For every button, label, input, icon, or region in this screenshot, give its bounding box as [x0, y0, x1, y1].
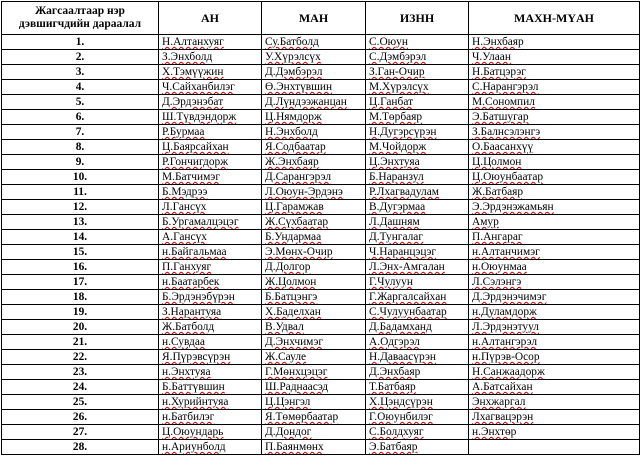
rank-number-cell: 22. — [2, 350, 159, 365]
candidate-name: Д.Эрдэнэбат — [162, 96, 224, 108]
table-body — [2, 35, 640, 455]
candidate-cell-an — [159, 440, 262, 455]
candidate-name: Ж.Сауле — [265, 351, 307, 363]
table-row — [2, 215, 640, 230]
candidate-cell-iznn — [366, 65, 469, 80]
candidate-name: С.Болдхуяг — [369, 426, 424, 438]
candidate-cell-an — [159, 410, 262, 425]
candidate-name: Д.Энхчимэг — [265, 336, 324, 348]
candidate-name: О.Баасанхүү — [472, 141, 534, 153]
candidate-name: н.Оюунмаа — [472, 261, 527, 273]
candidate-name: Л.Энх-Амгалан — [369, 261, 445, 273]
candidate-name: Я.Содбаатар — [265, 141, 326, 153]
candidate-cell-makhn-muan — [469, 425, 640, 440]
candidate-name: С.Оюун — [369, 36, 408, 48]
candidate-name: М.Сономпил — [472, 96, 535, 108]
candidate-name: Б.Баттүвшин — [162, 381, 225, 393]
rank-number-cell: 8. — [2, 140, 159, 155]
candidate-cell-makhn-muan — [469, 50, 640, 65]
candidate-cell-makhn-muan — [469, 350, 640, 365]
candidate-name: Б.Ундармаа — [265, 231, 322, 243]
candidate-name: Ж.Цолмон — [265, 276, 317, 288]
rank-number-cell: 15. — [2, 245, 159, 260]
candidate-cell-man — [262, 365, 366, 380]
rank-number-cell: 5. — [2, 95, 159, 110]
candidate-cell-iznn — [366, 305, 469, 320]
candidate-name: П.Ганхуяг — [162, 261, 212, 273]
candidate-cell-man — [262, 305, 366, 320]
candidate-cell-iznn — [366, 170, 469, 185]
candidate-name: П.Ангараг — [472, 231, 523, 243]
candidate-cell-an — [159, 425, 262, 440]
candidate-name: Ж.Батбаяр — [472, 186, 524, 198]
rank-number-cell: 18. — [2, 290, 159, 305]
candidate-cell-iznn — [366, 290, 469, 305]
candidate-cell-an — [159, 65, 262, 80]
candidate-cell-man — [262, 380, 366, 395]
candidate-cell-iznn — [366, 50, 469, 65]
candidate-cell-an — [159, 185, 262, 200]
candidate-cell-makhn-muan — [469, 440, 640, 455]
candidate-cell-makhn-muan — [469, 170, 640, 185]
candidate-name: Н.Энхболд — [265, 126, 318, 138]
candidate-name: Д.Бадамханд — [369, 321, 432, 333]
candidate-name: Ө.Энхтүвшин — [265, 81, 333, 93]
table-row — [2, 395, 640, 410]
candidate-name: Л.Оюун-Эрдэнэ — [265, 186, 343, 198]
table-row — [2, 230, 640, 245]
candidate-name: Су.Батболд — [265, 36, 319, 48]
table-row — [2, 320, 640, 335]
table-row — [2, 365, 640, 380]
rank-number-cell: 17. — [2, 275, 159, 290]
candidate-name: н.Ариунболд — [162, 441, 226, 453]
candidate-name: М.Чойдорж — [369, 141, 427, 153]
candidate-cell-makhn-muan — [469, 80, 640, 95]
candidate-cell-man — [262, 335, 366, 350]
table-row — [2, 140, 640, 155]
candidate-cell-iznn — [366, 185, 469, 200]
candidate-cell-man — [262, 410, 366, 425]
candidate-name: З.Ган-Очир — [369, 66, 425, 78]
candidate-name: Г.Оюунбилэг — [369, 411, 433, 423]
candidate-cell-makhn-muan — [469, 95, 640, 110]
candidate-cell-iznn — [366, 155, 469, 170]
candidate-name: Ц.Гарамжав — [265, 201, 324, 213]
candidate-cell-man — [262, 110, 366, 125]
candidate-name: Х.Тэмүүжин — [162, 66, 224, 78]
candidate-name: Г.Жаргалсайхан — [369, 291, 447, 303]
rank-number-cell: 23. — [2, 365, 159, 380]
table-row — [2, 170, 640, 185]
candidate-name: Я.Төмөрбаатар — [265, 411, 339, 423]
candidate-cell-makhn-muan — [469, 335, 640, 350]
candidate-cell-iznn — [366, 365, 469, 380]
candidate-cell-man — [262, 440, 366, 455]
candidate-name: Д.Энхбаяр — [369, 366, 421, 378]
candidate-cell-makhn-muan — [469, 290, 640, 305]
candidate-name: Н.Даваасүрэн — [369, 351, 436, 363]
candidate-cell-an — [159, 140, 262, 155]
rank-number-cell: 9. — [2, 155, 159, 170]
candidate-cell-man — [262, 290, 366, 305]
candidate-name: н.Энхтөр — [472, 426, 517, 438]
candidate-name: н.Энхтуяа — [162, 366, 211, 378]
candidate-name: Д.Тунгалаг — [369, 231, 424, 243]
candidate-name: Ж.Энхбаяр — [265, 156, 319, 168]
table-row — [2, 350, 640, 365]
rank-number-cell: 24. — [2, 380, 159, 395]
candidate-name: Х.Баделхан — [265, 306, 321, 318]
candidate-cell-an — [159, 365, 262, 380]
candidate-name: Ц.Нямдорж — [265, 111, 322, 123]
candidate-name: Я.Пүрэвсүрэн — [162, 351, 231, 363]
table-row — [2, 275, 640, 290]
candidate-name: Энхжаргал — [472, 396, 526, 408]
candidate-name: А.Батсайхан — [472, 381, 533, 393]
rank-number-cell: 10. — [2, 170, 159, 185]
rank-number-cell: 21. — [2, 335, 159, 350]
candidate-name: Ж.Батболд — [162, 321, 215, 333]
candidate-name: Д.Эрдэнэчимэг — [472, 291, 547, 303]
candidate-name: Р.Гончигдорж — [162, 156, 229, 168]
table-row — [2, 35, 640, 50]
candidate-name: Ц.Оюундарь — [162, 426, 224, 438]
table-row — [2, 80, 640, 95]
table-row — [2, 305, 640, 320]
candidate-name: н.Дуламдорж — [472, 306, 537, 318]
party-header-iznn: ИЗНН — [366, 2, 469, 35]
party-header-man: МАН — [262, 2, 366, 35]
candidate-cell-man — [262, 50, 366, 65]
candidate-cell-iznn — [366, 335, 469, 350]
candidate-cell-an — [159, 260, 262, 275]
candidate-cell-an — [159, 125, 262, 140]
candidate-cell-makhn-muan — [469, 410, 640, 425]
table-row — [2, 95, 640, 110]
candidate-name: Х.Цэндсүрэн — [369, 396, 433, 408]
candidate-cell-iznn — [366, 110, 469, 125]
rank-number-cell: 12. — [2, 200, 159, 215]
candidate-name: Ч.Сайханбилэг — [162, 81, 235, 93]
candidate-cell-man — [262, 125, 366, 140]
candidate-cell-an — [159, 335, 262, 350]
candidate-cell-an — [159, 215, 262, 230]
candidate-cell-makhn-muan — [469, 155, 640, 170]
table-row — [2, 200, 640, 215]
candidate-cell-an — [159, 50, 262, 65]
table-row — [2, 425, 640, 440]
candidate-name: Л.Сэлэнгэ — [472, 276, 522, 288]
rank-number-cell: 26. — [2, 410, 159, 425]
candidate-name: Б.Наранзул — [369, 171, 424, 183]
candidate-cell-man — [262, 215, 366, 230]
candidate-cell-iznn — [366, 230, 469, 245]
candidate-cell-an — [159, 155, 262, 170]
candidate-cell-iznn — [366, 260, 469, 275]
candidate-cell-makhn-muan — [469, 125, 640, 140]
candidate-cell-an — [159, 230, 262, 245]
candidate-name: В.Удвал — [265, 321, 304, 333]
rank-number-cell: 20. — [2, 320, 159, 335]
candidate-cell-man — [262, 350, 366, 365]
party-header-an: АН — [159, 2, 262, 35]
candidate-cell-man — [262, 425, 366, 440]
candidate-cell-makhn-muan — [469, 320, 640, 335]
candidate-name: У.Хүрэлсүх — [265, 51, 321, 63]
candidate-name: Б.Эрдэнэбүрэн — [162, 291, 235, 303]
candidate-cell-man — [262, 170, 366, 185]
candidate-list-table — [1, 1, 640, 455]
rank-number-cell: 1. — [2, 35, 159, 50]
rank-number-cell: 25. — [2, 395, 159, 410]
candidate-name: Р.Лхагвадулам — [369, 186, 439, 198]
candidate-cell-iznn — [366, 320, 469, 335]
candidate-name: З.Балнсэлэнгэ — [472, 126, 541, 138]
candidate-name: А.Гансүх — [162, 231, 207, 243]
candidate-name: Э.Мөнх-Очир — [265, 246, 333, 258]
table-row — [2, 260, 640, 275]
rank-number-cell: 27. — [2, 425, 159, 440]
candidate-cell-iznn — [366, 440, 469, 455]
candidate-cell-iznn — [366, 350, 469, 365]
candidate-name: Б.Мэдрээ — [162, 186, 208, 198]
candidate-cell-man — [262, 80, 366, 95]
candidate-name: М.Батчимэг — [162, 171, 220, 183]
candidate-cell-iznn — [366, 425, 469, 440]
table-row — [2, 440, 640, 455]
candidate-cell-iznn — [366, 200, 469, 215]
candidate-cell-man — [262, 320, 366, 335]
candidate-name: н.Сувдаа — [162, 336, 205, 348]
rank-number-cell: 19. — [2, 305, 159, 320]
candidate-cell-iznn — [366, 125, 469, 140]
candidate-cell-an — [159, 305, 262, 320]
table-row — [2, 50, 640, 65]
rank-number-cell: 13. — [2, 215, 159, 230]
table-row — [2, 185, 640, 200]
candidate-cell-man — [262, 395, 366, 410]
candidate-cell-an — [159, 245, 262, 260]
candidate-name: Лхагвацэрэн — [472, 411, 534, 423]
candidate-cell-man — [262, 155, 366, 170]
candidate-name: А.Одгэрэл — [369, 336, 420, 348]
rank-number-cell: 16. — [2, 260, 159, 275]
candidate-name: Д.Лүндээжанцан — [265, 96, 347, 108]
table-row — [2, 380, 640, 395]
candidate-name: С.Дэмбэрэл — [369, 51, 427, 63]
candidate-name: Г.Мөнхцэцэг — [265, 366, 328, 378]
candidate-name: Р.Бурмаа — [162, 126, 205, 138]
candidate-name: Ц.Цолмон — [472, 156, 522, 168]
candidate-cell-an — [159, 170, 262, 185]
candidate-name: Н.Энхбаяр — [472, 36, 524, 48]
candidate-cell-man — [262, 230, 366, 245]
table-row — [2, 125, 640, 140]
candidate-name: Н.Дугэрсүрэн — [369, 126, 437, 138]
candidate-name: Ц.Баярсайхан — [162, 141, 229, 153]
candidate-cell-man — [262, 260, 366, 275]
candidate-name: н.Баатарбек — [162, 276, 220, 288]
candidate-cell-iznn — [366, 95, 469, 110]
table-row — [2, 410, 640, 425]
candidate-name: Ч.Наранцэцэг — [369, 246, 437, 258]
candidate-name: Л.Дашням — [369, 216, 420, 228]
candidate-cell-makhn-muan — [469, 260, 640, 275]
candidate-cell-makhn-muan — [469, 110, 640, 125]
candidate-cell-makhn-muan — [469, 365, 640, 380]
candidate-name: Э.Батшугар — [472, 111, 529, 123]
rank-number-cell: 3. — [2, 65, 159, 80]
candidate-name: н.Хурийнтуяа — [162, 396, 229, 408]
candidate-name: Э.Батбаяр — [369, 441, 418, 453]
candidate-cell-man — [262, 65, 366, 80]
candidate-name: Ш.Түвдэндорж — [162, 111, 237, 123]
candidate-cell-man — [262, 275, 366, 290]
candidate-name: Т.Батбаяр — [369, 381, 416, 393]
candidate-name: Ц.Энхтуяа — [369, 156, 420, 168]
candidate-name: Д.Дэмбэрэл — [265, 66, 323, 78]
candidate-name: З.Энхболд — [162, 51, 213, 63]
candidate-cell-makhn-muan — [469, 140, 640, 155]
candidate-name: Д.Долгор — [265, 261, 311, 273]
candidate-name: Г.Чулуун — [369, 276, 413, 288]
rank-number-cell: 28. — [2, 440, 159, 455]
candidate-name: Ч.Улаан — [472, 51, 511, 63]
candidate-name: З.Нарантуяа — [162, 306, 222, 318]
candidate-name: Э.Эрдэнэжамьян — [472, 201, 554, 213]
candidate-name: н.Алтангэрэл — [472, 336, 538, 348]
candidate-cell-an — [159, 35, 262, 50]
candidate-cell-an — [159, 110, 262, 125]
rank-column-header: Жагсаалтаар нэр дэвшигчдийн дараалал — [2, 2, 159, 35]
candidate-cell-makhn-muan — [469, 230, 640, 245]
candidate-name: Д.Дондог — [265, 426, 312, 438]
rank-number-cell: 14. — [2, 230, 159, 245]
candidate-name: Ц.Ганбат — [369, 96, 414, 108]
candidate-cell-makhn-muan — [469, 200, 640, 215]
candidate-cell-iznn — [366, 380, 469, 395]
table-row — [2, 290, 640, 305]
candidate-cell-makhn-muan — [469, 35, 640, 50]
candidate-name: Ц.Оюунбаатар — [472, 171, 544, 183]
candidate-cell-an — [159, 80, 262, 95]
candidate-cell-iznn — [366, 35, 469, 50]
rank-number-cell: 11. — [2, 185, 159, 200]
candidate-name: М.Хүрэлсүх — [369, 81, 429, 93]
candidate-name: Амур — [472, 216, 499, 228]
candidate-cell-an — [159, 290, 262, 305]
candidate-name: Л.Эрдэнэтуул — [472, 321, 539, 333]
candidate-name: н.Батбилэг — [162, 411, 215, 423]
candidate-cell-man — [262, 185, 366, 200]
candidate-cell-an — [159, 350, 262, 365]
candidate-cell-iznn — [366, 215, 469, 230]
candidate-cell-man — [262, 200, 366, 215]
candidate-cell-makhn-muan — [469, 275, 640, 290]
candidate-cell-an — [159, 200, 262, 215]
candidate-name: Ш.Раднаасэд — [265, 381, 329, 393]
candidate-cell-an — [159, 380, 262, 395]
candidate-cell-an — [159, 275, 262, 290]
candidate-name: Б.Батцэнгэ — [265, 291, 318, 303]
candidate-cell-iznn — [366, 410, 469, 425]
candidate-name: Д.Сарангэрэл — [265, 171, 332, 183]
candidate-cell-an — [159, 95, 262, 110]
rank-number-cell: 7. — [2, 125, 159, 140]
candidate-cell-iznn — [366, 80, 469, 95]
candidate-cell-iznn — [366, 395, 469, 410]
candidate-name: В.Дугэрмаа — [369, 201, 426, 213]
candidate-name: П.Баянмөнх — [265, 441, 324, 453]
party-header-makhn-muan: МАХН-МҮАН — [469, 2, 640, 35]
table-row — [2, 65, 640, 80]
table-row — [2, 155, 640, 170]
header-row — [2, 2, 640, 35]
candidate-name: М.Төрбаяр — [369, 111, 423, 123]
candidate-name: С.Нарангэрэл — [472, 81, 539, 93]
candidate-name: Ж.Сүхбаатар — [265, 216, 329, 228]
candidate-cell-man — [262, 140, 366, 155]
table-row — [2, 245, 640, 260]
candidate-cell-makhn-muan — [469, 305, 640, 320]
candidate-cell-makhn-muan — [469, 65, 640, 80]
candidate-cell-man — [262, 245, 366, 260]
candidate-cell-man — [262, 35, 366, 50]
rank-number-cell: 2. — [2, 50, 159, 65]
candidate-name: С.Чулуунбаатар — [369, 306, 447, 318]
candidate-cell-an — [159, 395, 262, 410]
candidate-cell-makhn-muan — [469, 245, 640, 260]
rank-number-cell: 6. — [2, 110, 159, 125]
rank-number-cell: 4. — [2, 80, 159, 95]
candidate-cell-makhn-muan — [469, 380, 640, 395]
candidate-name: н.Алтанчимэг — [472, 246, 540, 258]
candidate-cell-man — [262, 95, 366, 110]
candidate-name: Б.Ургамалцэцэг — [162, 216, 239, 228]
table-row — [2, 110, 640, 125]
candidate-cell-an — [159, 320, 262, 335]
candidate-name: Н.Санжаадорж — [472, 366, 545, 378]
candidate-name: Л.Гансүх — [162, 201, 207, 213]
candidate-cell-iznn — [366, 140, 469, 155]
candidate-name: Н.Батцэрэг — [472, 66, 526, 78]
candidate-name: Ц.Цэнгэл — [265, 396, 311, 408]
candidate-name: н.Байгальмаа — [162, 246, 227, 258]
candidate-cell-makhn-muan — [469, 395, 640, 410]
candidate-cell-makhn-muan — [469, 215, 640, 230]
candidate-cell-iznn — [366, 275, 469, 290]
candidate-name: н.Пүрэв-Осор — [472, 351, 540, 363]
candidate-cell-makhn-muan — [469, 185, 640, 200]
candidate-cell-iznn — [366, 245, 469, 260]
candidate-name: Н.Алтанхуяг — [162, 36, 224, 48]
table-row — [2, 335, 640, 350]
